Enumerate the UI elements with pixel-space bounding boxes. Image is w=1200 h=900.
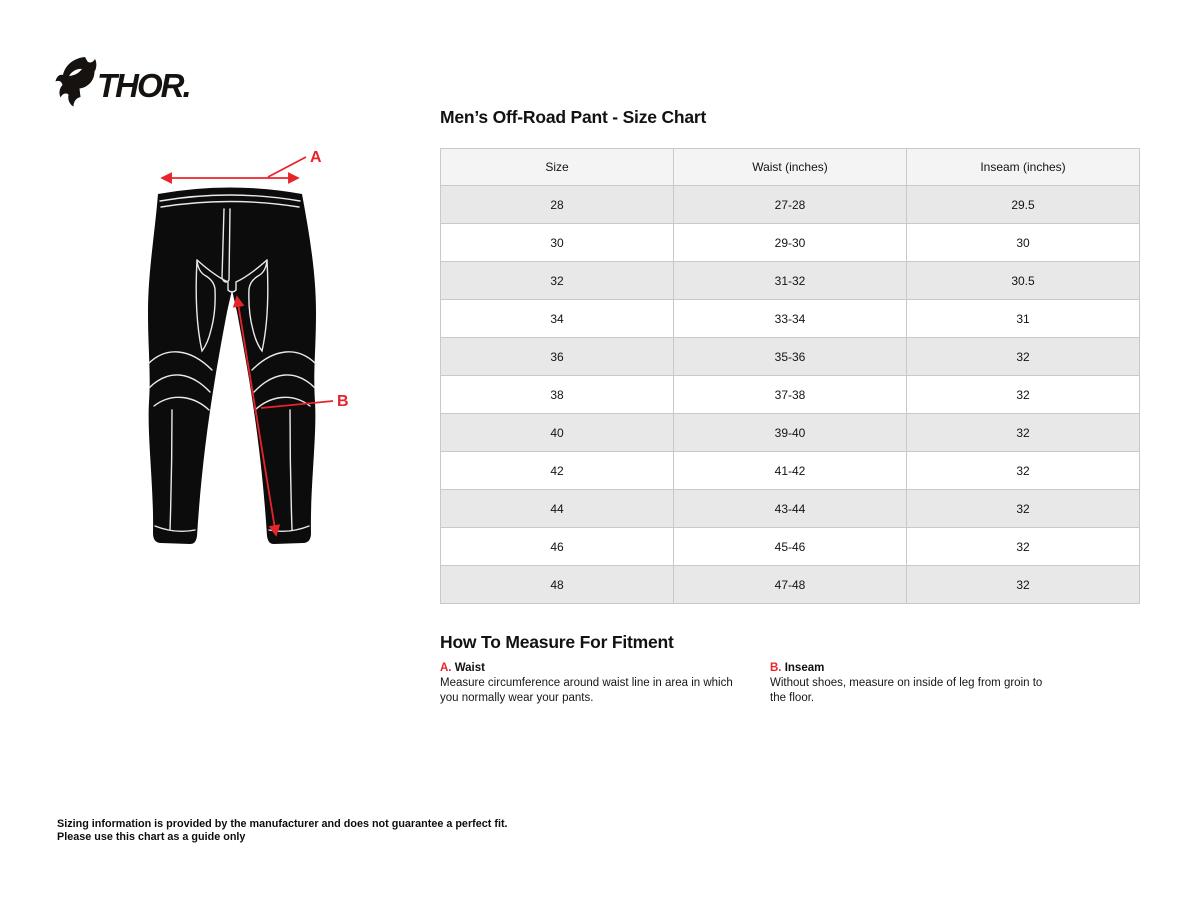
measure-name-waist: Waist [454, 662, 485, 674]
table-cell: 48 [441, 566, 674, 604]
main-content [440, 107, 1140, 705]
table-cell: 29-30 [674, 224, 907, 262]
disclaimer-line-2: Please use this chart as a guide only [57, 831, 246, 843]
table-cell: 30 [441, 224, 674, 262]
table-row [441, 224, 1140, 262]
disclaimer [57, 818, 508, 844]
measure-instructions [440, 662, 1140, 705]
size-table-body [441, 186, 1140, 604]
measure-desc-waist: Measure circumference around waist line in area in which you normally wear your pants. [440, 677, 733, 704]
table-row [441, 490, 1140, 528]
col-header-inseam: Inseam (inches) [907, 149, 1140, 186]
table-cell: 32 [907, 452, 1140, 490]
measure-desc-inseam: Without shoes, measure on inside of leg from groin to the floor. [770, 677, 1043, 704]
thor-logo [55, 56, 205, 108]
page-title: Men’s Off-Road Pant - Size Chart [440, 107, 707, 127]
table-cell: 44 [441, 490, 674, 528]
col-header-size: Size [441, 149, 674, 186]
table-cell: 30.5 [907, 262, 1140, 300]
table-row [441, 300, 1140, 338]
table-row [441, 452, 1140, 490]
table-row [441, 414, 1140, 452]
col-header-waist: Waist (inches) [674, 149, 907, 186]
table-cell: 32 [907, 490, 1140, 528]
measure-item-waist [440, 662, 770, 705]
table-cell: 47-48 [674, 566, 907, 604]
table-cell: 32 [907, 528, 1140, 566]
table-cell: 32 [907, 414, 1140, 452]
measure-label-waist [440, 662, 770, 674]
table-cell: 27-28 [674, 186, 907, 224]
table-cell: 45-46 [674, 528, 907, 566]
measure-name-inseam: Inseam [784, 662, 825, 674]
table-cell: 31-32 [674, 262, 907, 300]
table-cell: 42 [441, 452, 674, 490]
table-cell: 43-44 [674, 490, 907, 528]
table-cell: 32 [907, 566, 1140, 604]
table-cell: 33-34 [674, 300, 907, 338]
measure-letter-b: B. [770, 662, 782, 674]
table-cell: 35-36 [674, 338, 907, 376]
table-cell: 32 [441, 262, 674, 300]
label-a-connector [268, 157, 306, 177]
table-row [441, 338, 1140, 376]
table-cell: 32 [907, 376, 1140, 414]
table-row [441, 262, 1140, 300]
table-cell: 28 [441, 186, 674, 224]
table-cell: 37-38 [674, 376, 907, 414]
table-cell: 34 [441, 300, 674, 338]
pants-measurement-diagram [120, 140, 380, 600]
howto-title: How To Measure For Fitment [440, 632, 674, 652]
table-cell: 40 [441, 414, 674, 452]
waist-label-a: A [310, 149, 322, 166]
inseam-label-b: B [337, 393, 349, 410]
table-header-row [441, 149, 1140, 186]
table-row [441, 376, 1140, 414]
table-cell: 31 [907, 300, 1140, 338]
measure-item-inseam [770, 662, 1100, 705]
table-cell: 30 [907, 224, 1140, 262]
measure-letter-a: A. [440, 662, 452, 674]
table-cell: 46 [441, 528, 674, 566]
table-cell: 39-40 [674, 414, 907, 452]
measure-label-inseam [770, 662, 1100, 674]
thor-logo-text: THOR. [97, 67, 190, 104]
table-cell: 41-42 [674, 452, 907, 490]
table-cell: 38 [441, 376, 674, 414]
size-chart-table [440, 148, 1140, 604]
table-cell: 32 [907, 338, 1140, 376]
table-row [441, 186, 1140, 224]
table-cell: 29.5 [907, 186, 1140, 224]
pants-illustration [148, 188, 316, 545]
thor-goat-icon [56, 57, 97, 107]
table-row [441, 566, 1140, 604]
table-row [441, 528, 1140, 566]
disclaimer-line-1: Sizing information is provided by the manufacturer and does not guarantee a perfect fit. [57, 818, 508, 830]
table-cell: 36 [441, 338, 674, 376]
